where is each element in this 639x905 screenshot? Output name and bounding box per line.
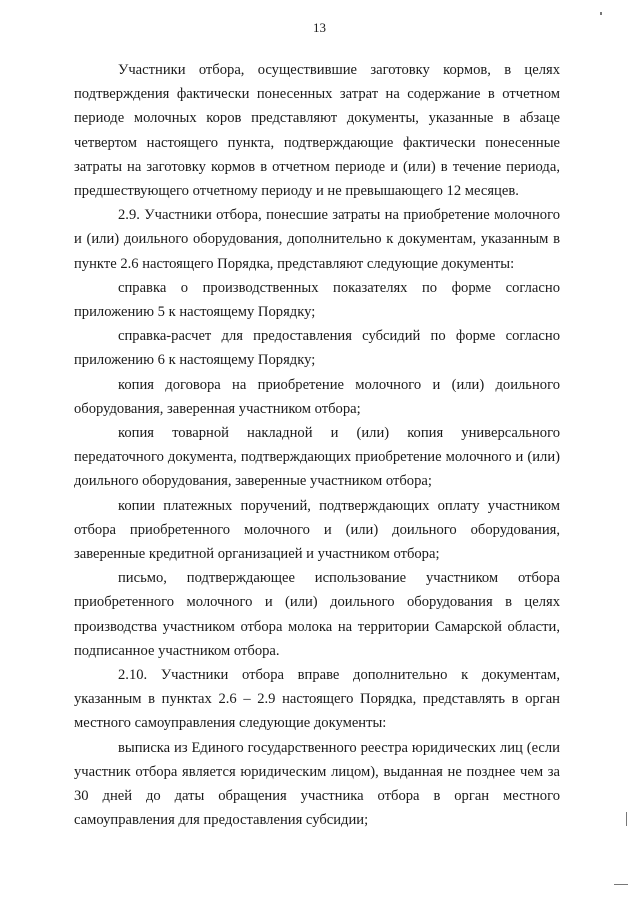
paragraph-feed-costs: Участники отбора, осуществившие заготовку кормов, в целях подтверждения фактически понесенных затрат на содержание в отчетном периоде молочных коров представляют документы, указанные в абзаце четвертом настоящего пункта, подтверждающие фактически понесенные затраты на заготовку кормов в отчетном периоде и (или) в течение периода, предшествующего отчетному периоду и не превышающего 12 месяцев. xyxy=(74,62,560,200)
paragraph-2-10: 2.10. Участники отбора вправе дополнительно к документам, указанным в пунктах 2.6 – 2.9 настоящего Порядка, представлять в орган местного самоуправления следующие документы: xyxy=(74,667,560,732)
paragraph-waybill: копия товарной накладной и (или) копия универсального передаточного документа, подтверждающих приобретение молочного и (или) доильного оборудования, заверенные участником отбора; xyxy=(74,425,560,490)
document-body xyxy=(74,58,560,833)
scan-speck-right xyxy=(626,812,627,826)
paragraph-registry-extract: выписка из Единого государственного реестра юридических лиц (если участник отбора является юридическим лицом), выданная не позднее чем за 30 дней до даты обращения участника отбора в орган местного самоуправления для предоставления субсидии; xyxy=(74,739,560,829)
paragraph-purchase-contract: копия договора на приобретение молочного и (или) доильного оборудования, заверенная участником отбора; xyxy=(74,376,560,417)
scan-speck-top xyxy=(600,12,602,15)
scan-speck-corner xyxy=(614,884,628,885)
paragraph-subsidy-calculation: справка-расчет для предоставления субсидий по форме согласно приложению 6 к настоящему Порядку; xyxy=(74,328,560,369)
page-number: 13 xyxy=(313,20,326,35)
paragraph-2-9: 2.9. Участники отбора, понесшие затраты на приобретение молочного и (или) доильного оборудования, дополнительно к документам, указанным в пункте 2.6 настоящего Порядка, представляют следующие документы: xyxy=(74,207,560,272)
paragraph-payment-orders: копии платежных поручений, подтверждающих оплату участником отбора приобретенного молочного и (или) доильного оборудования, заверенные кредитной организацией и участником отбора; xyxy=(74,497,560,563)
paragraph-production-report: справка о производственных показателях по форме согласно приложению 5 к настоящему Порядку; xyxy=(74,279,560,321)
paragraph-usage-letter: письмо, подтверждающее использование участником отбора приобретенного молочного и (или) доильного оборудования в целях производства участником отбора молока на территории Самарской области, подписанное участником отбора. xyxy=(74,570,560,659)
